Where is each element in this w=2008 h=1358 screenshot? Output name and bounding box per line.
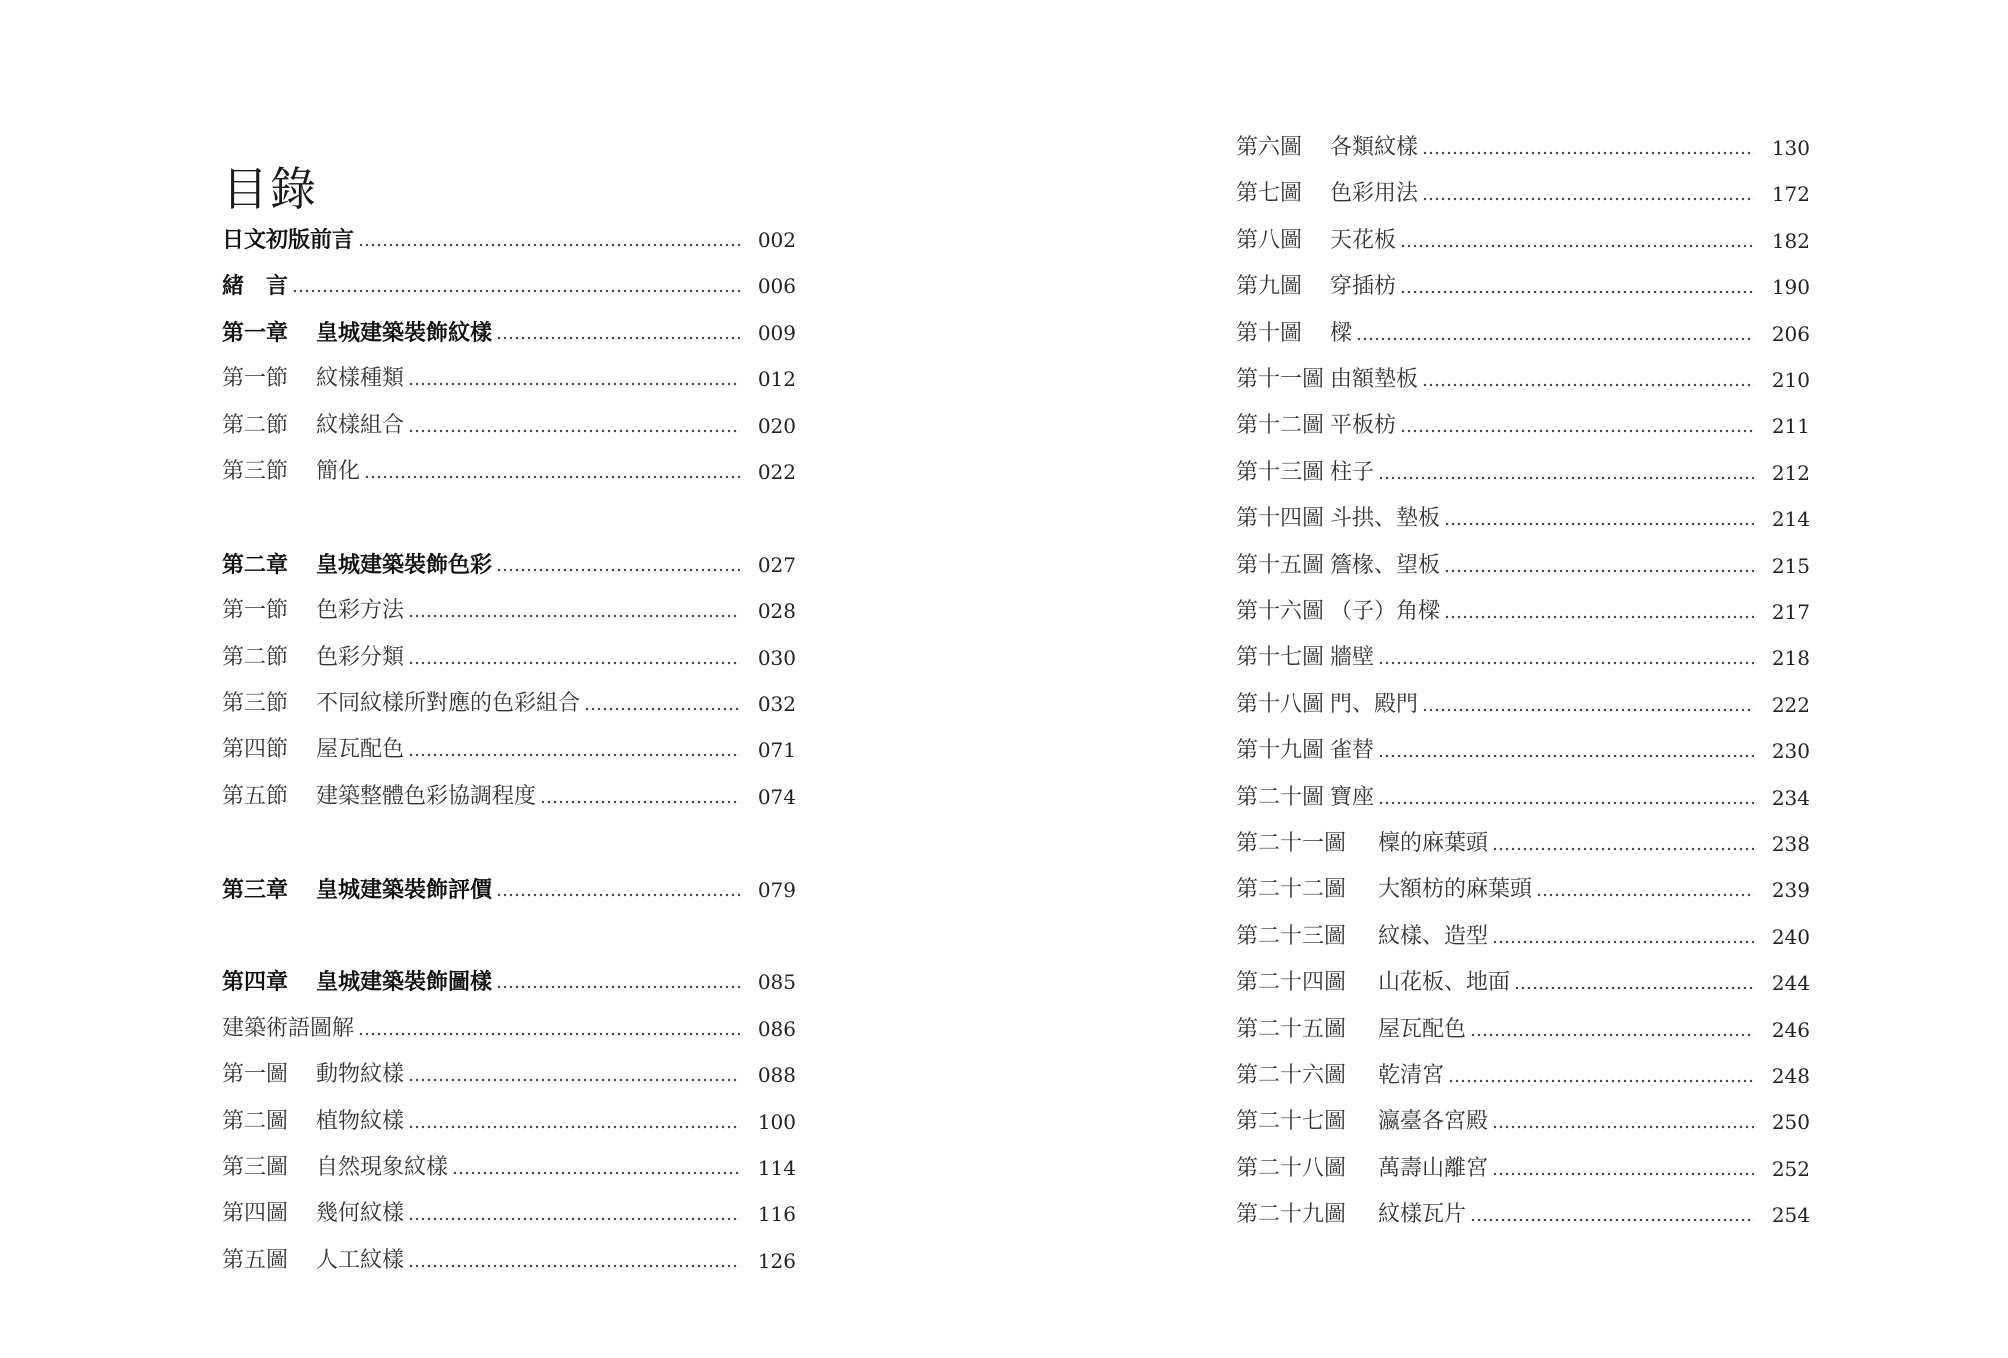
toc-entry-title: 屋瓦配色	[1378, 1016, 1467, 1042]
toc-entry-label: 第十二圖	[1236, 413, 1325, 439]
toc-entry-label: 第三圖	[222, 1155, 289, 1180]
toc-entry-title: 門、殿門	[1330, 691, 1419, 717]
toc-entry-label: 緒 言	[222, 273, 289, 300]
toc-entry[interactable]	[222, 1014, 796, 1044]
toc-entry-label: 第一章	[222, 319, 289, 346]
toc-entry[interactable]	[1236, 597, 1810, 627]
toc-entry[interactable]	[222, 875, 796, 905]
dot-leader	[1514, 968, 1754, 998]
toc-entry-title: 幾何紋樣	[316, 1201, 405, 1227]
toc-entry-label: 第三章	[222, 876, 289, 903]
dot-leader	[496, 875, 740, 905]
dot-leader	[1492, 829, 1754, 859]
toc-entry-label: 第二十六圖	[1236, 1063, 1347, 1088]
toc-entry-title: （子）角樑	[1330, 599, 1441, 624]
toc-entry[interactable]	[1236, 551, 1810, 581]
toc-entry[interactable]	[222, 271, 796, 301]
page-number: 250	[1771, 1110, 1810, 1135]
dot-leader	[1448, 1061, 1754, 1091]
toc-entry-label: 第四節	[222, 737, 289, 763]
dot-leader	[1444, 597, 1754, 627]
toc-entry-title: 瀛臺各宮殿	[1378, 1109, 1489, 1135]
dot-leader	[1444, 504, 1754, 534]
toc-entry-title: 乾清宮	[1378, 1063, 1445, 1088]
dot-leader	[358, 225, 740, 255]
toc-entry-label: 日文初版前言	[222, 227, 355, 253]
toc-entry[interactable]	[222, 1199, 796, 1229]
toc-entry-label: 第十一圖	[1236, 367, 1325, 392]
page-number: 248	[1771, 1064, 1810, 1088]
page-number: 214	[1771, 507, 1810, 532]
dot-leader	[408, 1199, 740, 1229]
toc-entry[interactable]	[1236, 365, 1810, 395]
page-number: 212	[1771, 460, 1810, 485]
dot-leader	[1378, 783, 1754, 813]
dot-leader	[1400, 226, 1754, 256]
toc-entry-title: 紋樣種類	[316, 366, 405, 392]
page-number: 022	[757, 460, 796, 484]
dot-leader	[1422, 365, 1754, 395]
toc-entry[interactable]	[222, 735, 796, 765]
toc-entry[interactable]	[222, 411, 796, 441]
page-number: 240	[1771, 924, 1810, 949]
toc-entry[interactable]	[222, 1153, 796, 1183]
toc-entry-label: 第四圖	[222, 1201, 289, 1227]
dot-leader	[1400, 411, 1754, 441]
toc-entry-title: 色彩用法	[1330, 181, 1419, 207]
page-number: 206	[1771, 321, 1810, 346]
toc-entry[interactable]	[222, 1107, 796, 1137]
toc-entry[interactable]	[222, 225, 796, 255]
dot-leader	[496, 318, 740, 348]
dot-leader	[1492, 1107, 1754, 1137]
page-number: 071	[757, 738, 796, 763]
toc-entry[interactable]	[222, 1060, 796, 1090]
dot-leader	[1470, 1015, 1754, 1045]
toc-entry-label: 第二十二圖	[1236, 877, 1347, 903]
toc-entry-label: 第二節	[222, 412, 289, 438]
dot-leader	[584, 689, 740, 719]
page-number: 085	[757, 970, 796, 995]
dot-leader	[1492, 922, 1754, 952]
page-number: 222	[1771, 692, 1810, 717]
toc-entry[interactable]	[222, 1246, 796, 1276]
toc-entry-title: 大額枋的麻葉頭	[1378, 877, 1533, 903]
toc-entry[interactable]	[1236, 1061, 1810, 1091]
toc-entry[interactable]	[1236, 1154, 1810, 1184]
toc-entry-label: 第二章	[222, 551, 289, 578]
page-number: 079	[757, 877, 796, 902]
toc-entry-label: 建築術語圖解	[222, 1015, 355, 1041]
toc-entry-title: 穿插枋	[1330, 274, 1397, 300]
toc-entry-title: 天花板	[1330, 227, 1397, 253]
toc-entry-label: 第一圖	[222, 1062, 289, 1088]
toc-entry[interactable]	[222, 596, 796, 626]
page-number: 032	[757, 692, 796, 716]
toc-entry-label: 第四章	[222, 969, 289, 996]
toc-entry-label: 第二十八圖	[1236, 1155, 1347, 1181]
page-number: 217	[1771, 600, 1810, 624]
page-number: 028	[757, 599, 796, 624]
toc-entry[interactable]	[1236, 968, 1810, 998]
toc-entry-title: 樑	[1330, 320, 1353, 346]
toc-entry-label: 第八圖	[1236, 227, 1303, 253]
page-number: 252	[1771, 1156, 1810, 1181]
toc-entry-label: 第二十四圖	[1236, 970, 1347, 996]
toc-entry[interactable]	[1236, 319, 1810, 349]
dot-leader	[408, 735, 740, 765]
page-number: 215	[1771, 553, 1810, 578]
dot-leader	[292, 271, 740, 301]
toc-entry[interactable]	[222, 967, 796, 997]
page-number: 254	[1771, 1203, 1810, 1228]
toc-entry-title: 山花板、地面	[1378, 970, 1511, 996]
dot-leader	[452, 1153, 740, 1183]
page-number: 006	[757, 274, 796, 299]
toc-entry-title: 各類紋樣	[1330, 135, 1419, 160]
toc-entry-label: 第十八圖	[1236, 691, 1325, 717]
toc-entry-label: 第十三圖	[1236, 459, 1325, 485]
page-number: 100	[757, 1109, 796, 1134]
toc-entry-label: 第二圖	[222, 1108, 289, 1134]
toc-entry-label: 第五圖	[222, 1247, 289, 1273]
toc-entry[interactable]	[1236, 458, 1810, 488]
page-number: 116	[757, 1202, 796, 1227]
toc-entry[interactable]	[1236, 133, 1810, 163]
dot-leader	[408, 596, 740, 626]
dot-leader	[540, 782, 740, 812]
toc-entry-label: 第十圖	[1236, 320, 1303, 346]
toc-entry-title: 簡化	[316, 459, 361, 484]
toc-entry[interactable]	[1236, 829, 1810, 859]
dot-leader	[1378, 736, 1754, 766]
toc-entry-label: 第三節	[222, 691, 289, 716]
page-number: 114	[757, 1156, 796, 1180]
toc-entry-title: 斗拱、墊板	[1330, 506, 1441, 532]
dot-leader	[1492, 1154, 1754, 1184]
toc-entry-label: 第五節	[222, 783, 289, 809]
toc-entry-label: 第九圖	[1236, 274, 1303, 300]
dot-leader	[1356, 319, 1754, 349]
toc-entry[interactable]	[1236, 179, 1810, 209]
dot-leader	[408, 1060, 740, 1090]
toc-entry[interactable]	[1236, 1200, 1810, 1230]
dot-leader	[1378, 458, 1754, 488]
toc-entry-title: 建築整體色彩協調程度	[316, 783, 537, 809]
page-number: 012	[757, 367, 796, 392]
page-number: 020	[757, 413, 796, 438]
toc-entry-title: 動物紋樣	[316, 1062, 405, 1088]
toc-entry[interactable]	[1236, 1015, 1810, 1045]
dot-leader	[1422, 133, 1754, 163]
dot-leader	[358, 1014, 740, 1044]
page-number: 126	[757, 1248, 796, 1273]
toc-entry-title: 皇城建築裝飾紋樣	[316, 319, 493, 346]
toc-entry[interactable]	[222, 550, 796, 580]
toc-entry-title: 屋瓦配色	[316, 737, 405, 763]
dot-leader	[408, 1107, 740, 1137]
toc-entry[interactable]	[222, 364, 796, 394]
toc-entry[interactable]	[222, 782, 796, 812]
page-number: 009	[757, 320, 796, 345]
page-number: 002	[757, 228, 796, 252]
toc-entry[interactable]	[1236, 272, 1810, 302]
dot-leader	[1536, 875, 1754, 905]
toc-entry[interactable]	[1236, 504, 1810, 534]
toc-entry-title: 雀替	[1330, 738, 1375, 764]
page-number: 190	[1771, 275, 1810, 300]
toc-entry-title: 自然現象紋樣	[316, 1155, 449, 1180]
toc-entry-title: 紋樣瓦片	[1378, 1202, 1467, 1228]
toc-entry-title: 不同紋樣所對應的色彩組合	[316, 691, 581, 716]
page-number: 182	[1771, 228, 1810, 253]
toc-entry-label: 第一節	[222, 366, 289, 392]
toc-entry[interactable]	[1236, 690, 1810, 720]
toc-entry-label: 第十六圖	[1236, 599, 1325, 624]
toc-entry-title: 柱子	[1330, 459, 1375, 485]
toc-entry-title: 植物紋樣	[316, 1108, 405, 1134]
toc-entry-title: 色彩分類	[316, 644, 405, 670]
page-number: 130	[1771, 136, 1810, 160]
dot-leader	[364, 457, 740, 487]
dot-leader	[408, 643, 740, 673]
toc-entry-title: 簷椽、望板	[1330, 552, 1441, 578]
dot-leader	[1378, 643, 1754, 673]
dot-leader	[496, 550, 740, 580]
toc-entry-title: 色彩方法	[316, 598, 405, 624]
page-number: 230	[1771, 739, 1810, 764]
toc-entry-title: 牆壁	[1330, 645, 1375, 671]
toc-entry-label: 第七圖	[1236, 181, 1303, 207]
toc-entry-label: 第十四圖	[1236, 506, 1325, 532]
toc-entry[interactable]	[1236, 783, 1810, 813]
dot-leader	[496, 967, 740, 997]
page-number: 238	[1771, 832, 1810, 856]
toc-entry-label: 第三節	[222, 459, 289, 484]
toc-entry-label: 第六圖	[1236, 135, 1303, 160]
toc-entry-label: 第二十圖	[1236, 784, 1325, 810]
toc-entry-label: 第十七圖	[1236, 645, 1325, 671]
toc-entry-label: 第二節	[222, 644, 289, 670]
page-number: 030	[757, 645, 796, 670]
toc-entry-title: 平板枋	[1330, 413, 1397, 439]
toc-entry[interactable]	[1236, 736, 1810, 766]
dot-leader	[408, 364, 740, 394]
dot-leader	[1422, 690, 1754, 720]
page-number: 088	[757, 1063, 796, 1088]
page-number: 172	[1771, 182, 1810, 207]
dot-leader	[1400, 272, 1754, 302]
toc-entry[interactable]	[1236, 922, 1810, 952]
toc-entry[interactable]	[222, 457, 796, 487]
toc-entry[interactable]	[1236, 226, 1810, 256]
toc-entry-title: 寶座	[1330, 784, 1375, 810]
page-number: 211	[1771, 414, 1810, 439]
page-number: 086	[757, 1016, 796, 1041]
toc-entry-title: 檁的麻葉頭	[1378, 831, 1489, 856]
toc-entry-label: 第十五圖	[1236, 552, 1325, 578]
toc-entry-label: 第二十九圖	[1236, 1202, 1347, 1228]
toc-entry-title: 皇城建築裝飾色彩	[316, 551, 493, 578]
toc-entry-title: 皇城建築裝飾評價	[316, 876, 493, 903]
toc-entry-label: 第一節	[222, 598, 289, 624]
page-number: 244	[1771, 971, 1810, 996]
dot-leader	[1444, 551, 1754, 581]
page-number: 218	[1771, 646, 1810, 671]
page-number: 074	[757, 784, 796, 809]
toc-entry-label: 第二十七圖	[1236, 1109, 1347, 1135]
toc-entry[interactable]	[222, 643, 796, 673]
toc-entry-label: 第二十五圖	[1236, 1016, 1347, 1042]
dot-leader	[408, 411, 740, 441]
page-number: 027	[757, 552, 796, 577]
toc-entry-title: 皇城建築裝飾圖樣	[316, 969, 493, 996]
toc-entry-title: 人工紋樣	[316, 1247, 405, 1273]
toc-entry[interactable]	[1236, 1107, 1810, 1137]
dot-leader	[1470, 1200, 1754, 1230]
toc-entry-title: 紋樣組合	[316, 412, 405, 438]
toc-entry-title: 由額墊板	[1330, 367, 1419, 392]
dot-leader	[1422, 179, 1754, 209]
page-number: 234	[1771, 785, 1810, 810]
toc-entry[interactable]	[1236, 643, 1810, 673]
page-number: 239	[1771, 878, 1810, 903]
toc-entry-label: 第二十三圖	[1236, 923, 1347, 949]
page-title: 目錄	[222, 161, 318, 216]
toc-entry[interactable]	[1236, 875, 1810, 905]
toc-entry-title: 萬壽山離宮	[1378, 1155, 1489, 1181]
page-number: 210	[1771, 368, 1810, 392]
toc-entry[interactable]	[222, 318, 796, 348]
toc-entry-label: 第十九圖	[1236, 738, 1325, 764]
toc-entry[interactable]	[222, 689, 796, 719]
toc-entry[interactable]	[1236, 411, 1810, 441]
toc-entry-title: 紋樣、造型	[1378, 923, 1489, 949]
dot-leader	[408, 1246, 740, 1276]
page-number: 246	[1771, 1017, 1810, 1042]
toc-entry-label: 第二十一圖	[1236, 831, 1347, 856]
